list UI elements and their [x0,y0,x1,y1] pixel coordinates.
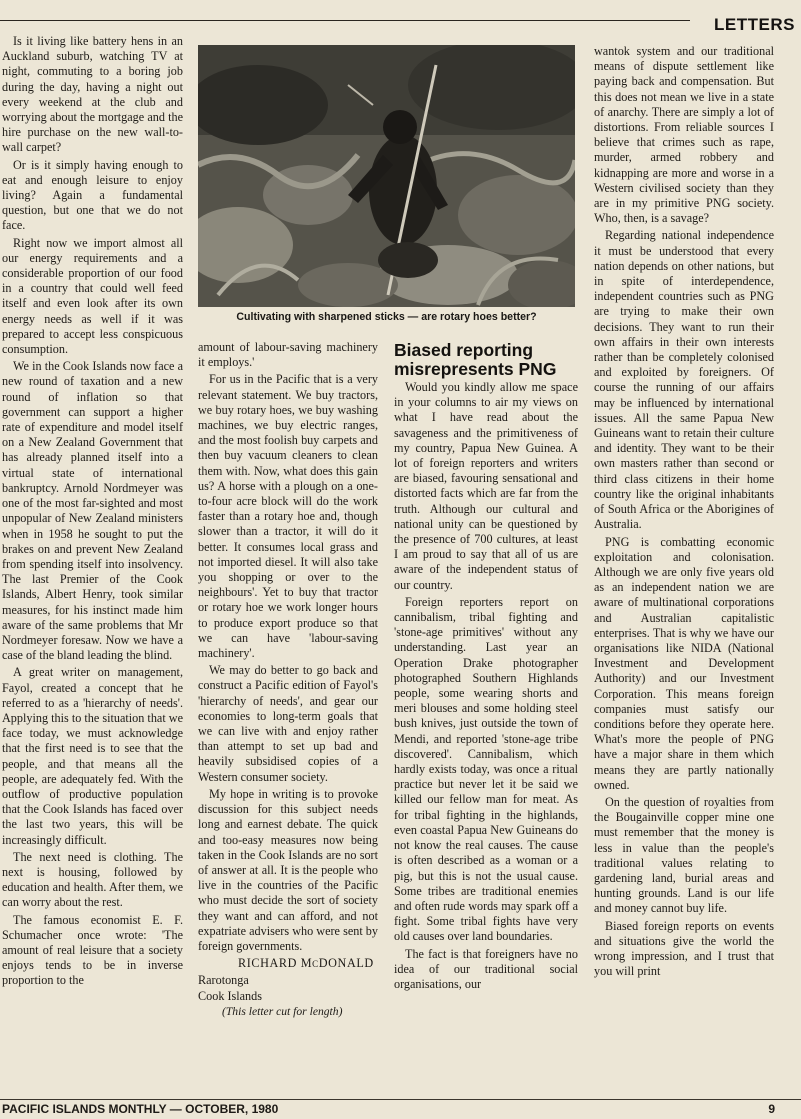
paragraph: Is it living like battery hens in an Auckland suburb, watching TV at night, commuting to a boring job during the day, having a night out every weekend at the club and worrying about the mortgage and the hire purchase on the new wall-to-wall carpet? [2,34,183,155]
publication-footer: PACIFIC ISLANDS MONTHLY — OCTOBER, 1980 [2,1102,279,1116]
paragraph: Right now we import almost all our energy requirements and a considerable proportion of our food in a country that could well feed itself and even look after its own energy needs as well if it was prepared to accept less conspicuous consumption. [2,235,183,357]
paragraph: Or is it simply having enough to eat and enough leisure to enjoy living? Again a fundamental question, but one that we do not face. [2,157,183,233]
paragraph: The famous economist E. F. Schumacher once wrote: 'The amount of real leisure that a society enjoys tends to be in inverse proportion to the [2,912,183,988]
letter-country: Cook Islands [198,988,262,1003]
letter-signature: RICHARD McDONALD [238,956,374,971]
paragraph: On the question of royalties from the Bougainville copper mine one must remember that the money is less in value than the people's traditional values relating to gardening land, burial areas and hunting grounds. Land is our life and money cannot buy life. [594,794,774,916]
editor-note: (This letter cut for length) [222,1004,343,1018]
letter-headline: Biased reporting misrepresents PNG [394,340,557,379]
footer-rule [0,1099,801,1100]
paragraph: Regarding national independence it must be understood that every nation depends on other nations, but in spite of interdependence, independent countries such as PNG are trying to make their own decisions. They want to run their own affairs in their own interests rather than be completely colonised and exploited by foreigners. Of course the running of our affairs may be influenced by international issues. All the same Papua New Guineans want to retain their culture and identity. They want to be their own masters rather than second or third class citizens in their home country like the original inhabitants of South Africa or the Aborigines of Australia. [594,228,774,532]
paragraph: amount of labour-saving machinery it employs.' [198,340,378,370]
photo-caption: Cultivating with sharpened sticks — are rotary hoes better? [236,311,537,323]
paragraph: A great writer on management, Fayol, created a concept that he referred to as a 'hierarchy of needs'. Applying this to the situation that we face today, we must acknowledge that the first need is to see that the people, and that means all the people, are adequately fed. With the outflow of productive population that the Cook Islands has faced over the last two years, this will be increasingly difficult. [2,665,183,847]
paragraph: For us in the Pacific that is a very relevant statement. We buy tractors, we buy rotary hoes, we buy washing machines, we buy electric ranges, and the most foolish buy carpets and then buy vacuum cleaners to clean them with. Now, what does this gain us? A horse with a plough on a one-to-four acre block will do the work faster than a rotary hoe and, though slower than a tractor, it will do it better. It consumes local grass and not imported diesel. It will also take you shopping or over to the neighbours'. Yet to buy that tractor or rotary hoe we work longer hours to produce export produce so that we can have 'labour-saving machinery'. [198,372,378,661]
section-label: LETTERS [714,15,795,34]
paragraph: The fact is that foreigners have no idea of our traditional social organisations, our [394,946,578,991]
column-2 [198,340,378,1021]
paragraph: We may do better to go back and construct a Pacific edition of Fayol's 'hierarchy of needs', and gear our economies to long-term goals that we can live with and enjoy rather than attempt to set up bad and heavily subsidised copies of a Western consumer society. [198,663,378,784]
paragraph: My hope in writing is to provoke discussion for this subject needs long and earnest debate. The quick and too-easy measures now being taken in the Cook Islands are no sort of answer at all. It is the people who live in the countries of the Pacific who must decide the sort of society they want and can afford, and not expatriate advisers who were sent by foreign governments. [198,786,378,953]
paragraph: Foreign reporters report on cannibalism, tribal fighting and 'stone-age primitives' without any understanding. Last year an Operation Drake photographer photographed Southern Highlands people, some wearing shorts and meri blouses and some holding steel bush knives, just outside the town of Mendi, and reported 'stone-age tribe discovered'. Cannibalism, which hardly exists today, was once a ritual practice but never let it be said we killed our fellow man for meat. As for tribal fighting in the highlands, even coastal Papua New Guineans do not know the real causes. The cause is often described as a woman or a pig, but this is not the usual cause. Some tribes are traditional enemies and often rude words may spark off a fight. Some tribal fights have very old causes over land boundaries. [394,594,578,944]
header-rule [0,20,690,21]
column-3 [394,380,578,994]
cultivation-photo [198,45,575,307]
photo-illustration [198,45,575,307]
letter-town: Rarotonga [198,973,249,988]
paragraph: Would you kindly allow me space in your columns to air my views on what I have read about the savageness and the primitiveness of my country, Papua New Guinea. A lot of foreign reporters and writers are biased, favouring sensational and distorted facts which are far from the truth. Although our cultural and national unity can be questioned by the presence of 700 cultures, at least I am proud to say that all of us are aware of the independent status of our country. [394,380,578,592]
paragraph: The next need is clothing. The next is housing, followed by education and health. After them, we can worry about the rest. [2,849,183,910]
paragraph: We in the Cook Islands now face a new round of taxation and a new round of inflation so that government can support a higher rate of expenditure and model itself on a New Zealand Government that has already planned itself into a virtual state of international bankruptcy. Arnold Nordmeyer was one of the most far-sighted and most unpopular of New Zealand ministers when in 1958 he sought to put the brakes on and prevent New Zealand from spending itself into insolvency. The last Premier of the Cook Islands, Albert Henry, took similar measures, for his instinct made him aware of the same problems that Mr Nordmeyer foresaw. Now we have a case of the bland leading the blind. [2,359,183,663]
paragraph: wantok system and our traditional means of dispute settlement like paying back and compensation. But this does not mean we live in a state of anarchy. There are simply a lot of distortions. From reliable sources I believe that crimes such as rape, murder, armed robbery and kidnapping are more and worse in a Western civilised society than they are in my primitive PNG society. Who, then, is a savage? [594,44,774,226]
column-1 [2,34,183,991]
paragraph: Biased foreign reports on events and situations give the world the wrong impression, and I trust that you will print [594,918,774,979]
paragraph: PNG is combatting economic exploitation and colonisation. Although we are only five years old as an independent nation we are aware of multinational corporations and Australian capitalistic enterprises. That is why we have our organisations like NIDA (National Investment and Development Authority) and our Investment Corporation. This means foreign companies must satisfy our conditions before they operate here. What's more the people of PNG have a major share in them which means they are partly nationally owned. [594,534,774,792]
column-4 [594,44,774,981]
page-number: 9 [768,1102,775,1116]
